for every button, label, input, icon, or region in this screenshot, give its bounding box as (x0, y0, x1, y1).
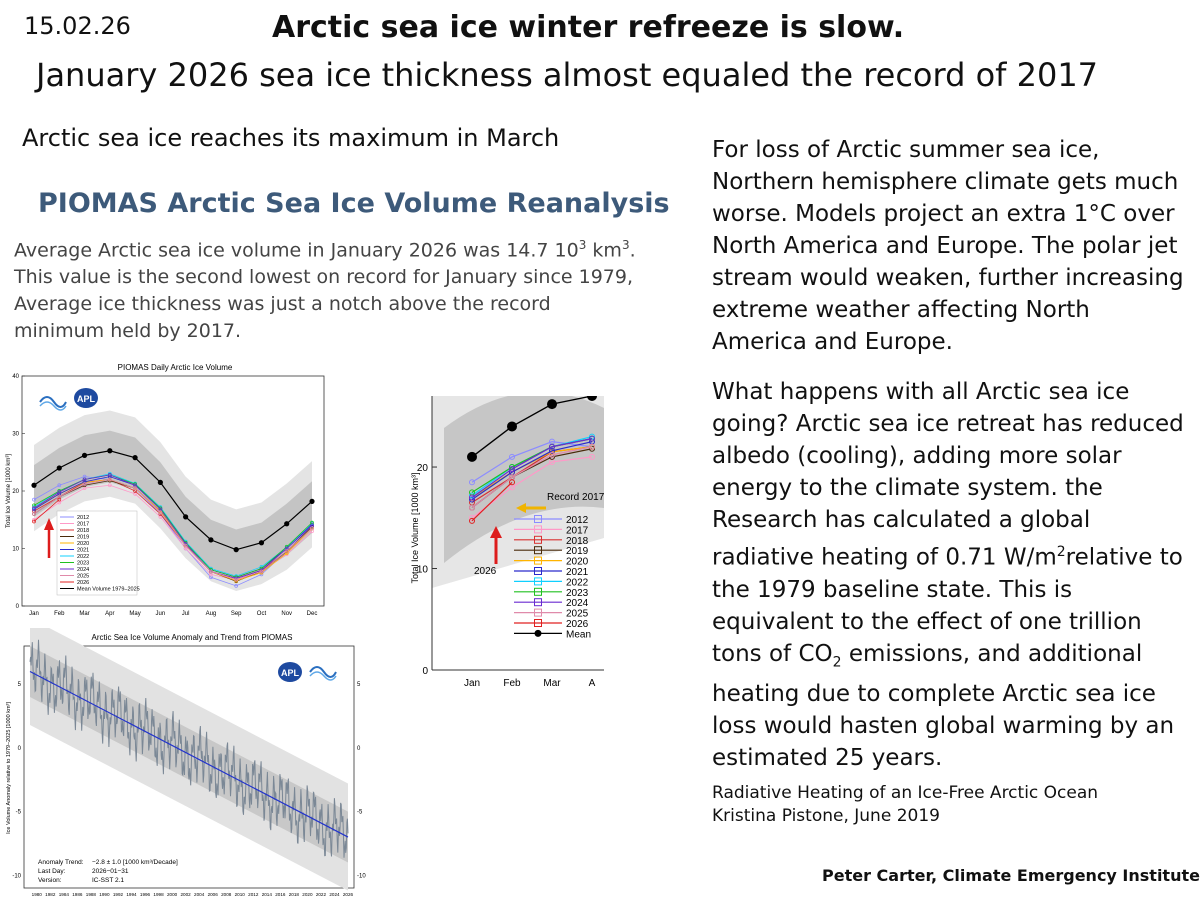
svg-text:−2.8 ± 1.0 [1000 km³/Decade]: −2.8 ± 1.0 [1000 km³/Decade] (92, 859, 178, 866)
mean-point (107, 448, 112, 453)
piomas-line-4: minimum held by 2017. (14, 320, 242, 343)
anomaly-trend-chart (2, 628, 370, 900)
zoom-legend-label-Mean: Mean (566, 629, 592, 641)
chart2-x-tick: Jan (463, 678, 481, 689)
chart2-y-tick: 0 (422, 666, 428, 677)
chart1-y-tick: 10 (12, 546, 19, 553)
piomas-line-2: This value is the second lowest on record for January since 1979, (14, 266, 634, 289)
legend-label-2021: 2021 (77, 547, 90, 554)
summer-ice-paragraph: For loss of Arctic summer sea ice, Northern hemisphere climate gets much worse. Models project an extra 1°C over North America and Europe. The polar jet stream would weaken, further increasing extreme weather affecting North America and Europe. (712, 137, 1184, 355)
chart1-title: PIOMAS Daily Arctic Ice Volume (117, 363, 233, 372)
mean-point (132, 455, 137, 460)
chart1-x-tick: Apr (105, 611, 115, 617)
date-label: 15.02.26 (24, 12, 131, 40)
chart3-x-tick: 1988 (85, 892, 97, 897)
mean-point (284, 521, 289, 526)
2026-label: 2026 (474, 566, 497, 577)
daily-volume-chart (0, 358, 332, 620)
zoom-mean-point (587, 391, 597, 401)
chart2-y-tick: 20 (416, 463, 428, 475)
chart3-x-tick: 1986 (72, 892, 83, 897)
svg-text:IC-SST 2.1: IC-SST 2.1 (92, 877, 125, 884)
chart1-x-tick: Sep (230, 611, 242, 617)
legend-label-2026: 2026 (77, 580, 90, 586)
chart3-y-tick-left: 0 (17, 745, 21, 752)
mean-point (82, 453, 87, 458)
mean-point (208, 537, 213, 542)
piomas-line-3: Average ice thickness was just a notch above the record (14, 293, 551, 316)
piomas-heading: PIOMAS Arctic Sea Ice Volume Reanalysis (38, 188, 670, 219)
mean-point (183, 514, 188, 519)
chart3-title: Arctic Sea Ice Volume Anomaly and Trend from PIOMAS (91, 633, 293, 642)
zoomed-volume-chart (404, 388, 604, 700)
chart3-y-tick-left: 5 (17, 682, 21, 689)
reference-citation (712, 782, 1098, 828)
legend-label-2024: 2024 (77, 567, 90, 573)
mean-point (309, 499, 314, 504)
chart3-x-tick: 2006 (207, 892, 218, 897)
zoom-mean-point (467, 452, 477, 462)
zoom-legend-label-2022: 2022 (566, 577, 589, 589)
chart3-x-tick: 2004 (194, 892, 205, 897)
legend-label-2023: 2023 (77, 560, 90, 567)
maximum-note: Arctic sea ice reaches its maximum in March (22, 124, 560, 152)
chart3-x-tick: 2014 (261, 892, 272, 897)
legend-label-2017: 2017 (77, 521, 90, 528)
mean-point (158, 480, 163, 485)
chart3-x-tick: 2002 (180, 892, 191, 897)
legend-label-2020: 2020 (77, 541, 90, 547)
reference-title: Radiative Heating of an Ice-Free Arctic Ocean (712, 783, 1099, 803)
mean-point (259, 540, 264, 545)
chart1-y-tick: 30 (12, 431, 19, 438)
chart1-y-tick: 20 (12, 489, 19, 495)
chart3-x-tick: 2026 (342, 892, 354, 897)
chart3-y-tick-right: 0 (357, 745, 361, 752)
apl-logo-2 (278, 662, 302, 682)
chart2-x-tick: Feb (503, 678, 521, 689)
chart2-y-tick: 10 (416, 564, 428, 576)
legend-label-2025: 2025 (77, 573, 90, 580)
zoom-legend-label-2023: 2023 (566, 587, 589, 599)
zoom-legend-mean-marker (535, 630, 542, 637)
chart3-x-tick: 1996 (139, 892, 151, 897)
chart1-x-tick: Oct (256, 611, 267, 617)
chart3-x-tick: 2024 (329, 892, 340, 897)
piomas-description (14, 232, 674, 345)
svg-text:2026−01−31: 2026−01−31 (92, 868, 129, 875)
zoom-mean-point (507, 421, 517, 431)
chart1-x-tick: Feb (54, 611, 65, 617)
chart1-x-tick: Aug (205, 611, 217, 617)
chart1-ylabel: Total Ice Volume [1000 km³] (6, 453, 12, 529)
chart3-x-tick: 1982 (45, 892, 56, 897)
chart3-x-tick: 1998 (153, 892, 164, 897)
svg-text:Last Day:: Last Day: (38, 868, 66, 875)
author-credit: Peter Carter, Climate Emergency Institute (822, 866, 1200, 885)
mean-point (31, 483, 36, 488)
chart3-x-tick: 1994 (126, 892, 137, 897)
zoom-legend-label-2019: 2019 (566, 546, 589, 558)
legend-label-2022: 2022 (77, 554, 90, 560)
chart3-x-tick: 1992 (112, 892, 124, 897)
zoom-legend-label-2012: 2012 (566, 515, 589, 526)
chart2-x-tick: A (588, 678, 596, 689)
legend-label-Mean Volume 1979–2025: Mean Volume 1979–2025 (77, 586, 140, 593)
chart1-y-tick: 40 (12, 374, 19, 380)
chart3-y-tick-left: -10 (12, 873, 21, 880)
zoom-legend-label-2024: 2024 (566, 598, 589, 610)
chart3-y-tick-right: 5 (357, 682, 361, 689)
chart3-x-tick: 2020 (302, 892, 313, 897)
chart2-ylabel: Total Ice Volume [1000 km³] (410, 472, 420, 584)
chart3-x-tick: 2000 (166, 892, 178, 897)
svg-text:APL: APL (281, 668, 299, 678)
chart1-x-tick: Jun (155, 611, 166, 617)
chart3-x-tick: 2008 (221, 892, 232, 897)
svg-text:Version:: Version: (38, 877, 62, 884)
svg-text:Anomaly Trend:: Anomaly Trend: (38, 859, 84, 866)
chart3-x-tick: 1990 (99, 892, 110, 897)
legend-label-2018: 2018 (77, 528, 90, 534)
chart1-x-tick: Jan (29, 611, 39, 617)
zoom-legend-label-2021: 2021 (566, 567, 589, 578)
zoom-legend-label-2026: 2026 (566, 619, 589, 630)
chart1-x-tick: Jul (181, 611, 190, 617)
chart3-x-tick: 1980 (31, 892, 42, 897)
chart3-y-tick-left: -5 (15, 809, 21, 816)
zoom-mean-point (547, 399, 557, 409)
legend-label-2019: 2019 (77, 534, 90, 541)
noaa-logo (38, 388, 66, 412)
mean-point (57, 465, 62, 470)
chart2-x-tick: Mar (543, 678, 561, 689)
chart3-ylabel: Ice Volume Anomaly relative to 1979–2025 [1000 km³] (6, 702, 12, 834)
record-2017-label: Record 2017 (547, 492, 604, 503)
chart3-x-tick: 1984 (58, 892, 69, 897)
piomas-line-1: Average Arctic sea ice volume in January 2026 was 14.7 $10^3$ $km^3$. (14, 238, 636, 262)
zoom-legend-label-2018: 2018 (566, 535, 589, 547)
zoom-legend-label-2020: 2020 (566, 556, 589, 568)
chart3-y-tick-right: -10 (357, 873, 366, 880)
page-title: Arctic sea ice winter refreeze is slow. (272, 10, 905, 45)
chart1-y-tick: 0 (15, 604, 19, 610)
apl-logo (74, 388, 98, 408)
zoom-legend-label-2017: 2017 (566, 525, 589, 537)
mean-point (234, 547, 239, 552)
page-subtitle: January 2026 sea ice thickness almost equaled the record of 2017 (36, 56, 1099, 94)
chart1-x-tick: Mar (79, 611, 90, 617)
reference-author: Kristina Pistone, June 2019 (712, 806, 940, 826)
albedo-paragraph: What happens with all Arctic sea ice going? Arctic sea ice retreat has reduced albedo (cooling), adding more solar energy to the climate system. the Research has calculated a global radiative heating of 0.71 $W/m^2relative$ to the 1979 baseline state. This is equivalent to the effect of one trillion tons of $CO_2$ emissions, and additional heating due to complete Arctic sea ice loss would hasten global warming by an estimated 25 years. (712, 379, 1184, 772)
chart3-x-tick: 2012 (248, 892, 259, 897)
chart1-x-tick: May (129, 611, 141, 617)
chart1-x-tick: Nov (281, 611, 293, 617)
svg-text:APL: APL (77, 394, 95, 404)
chart3-x-tick: 2016 (275, 892, 286, 897)
chart1-x-tick: Dec (306, 611, 318, 617)
chart3-x-tick: 2018 (288, 892, 299, 897)
legend-label-2012: 2012 (77, 515, 90, 521)
chart3-x-tick: 2022 (315, 892, 327, 897)
chart3-y-tick-right: -5 (357, 809, 363, 816)
zoom-legend-label-2025: 2025 (566, 608, 589, 620)
chart3-x-tick: 2010 (234, 892, 245, 897)
